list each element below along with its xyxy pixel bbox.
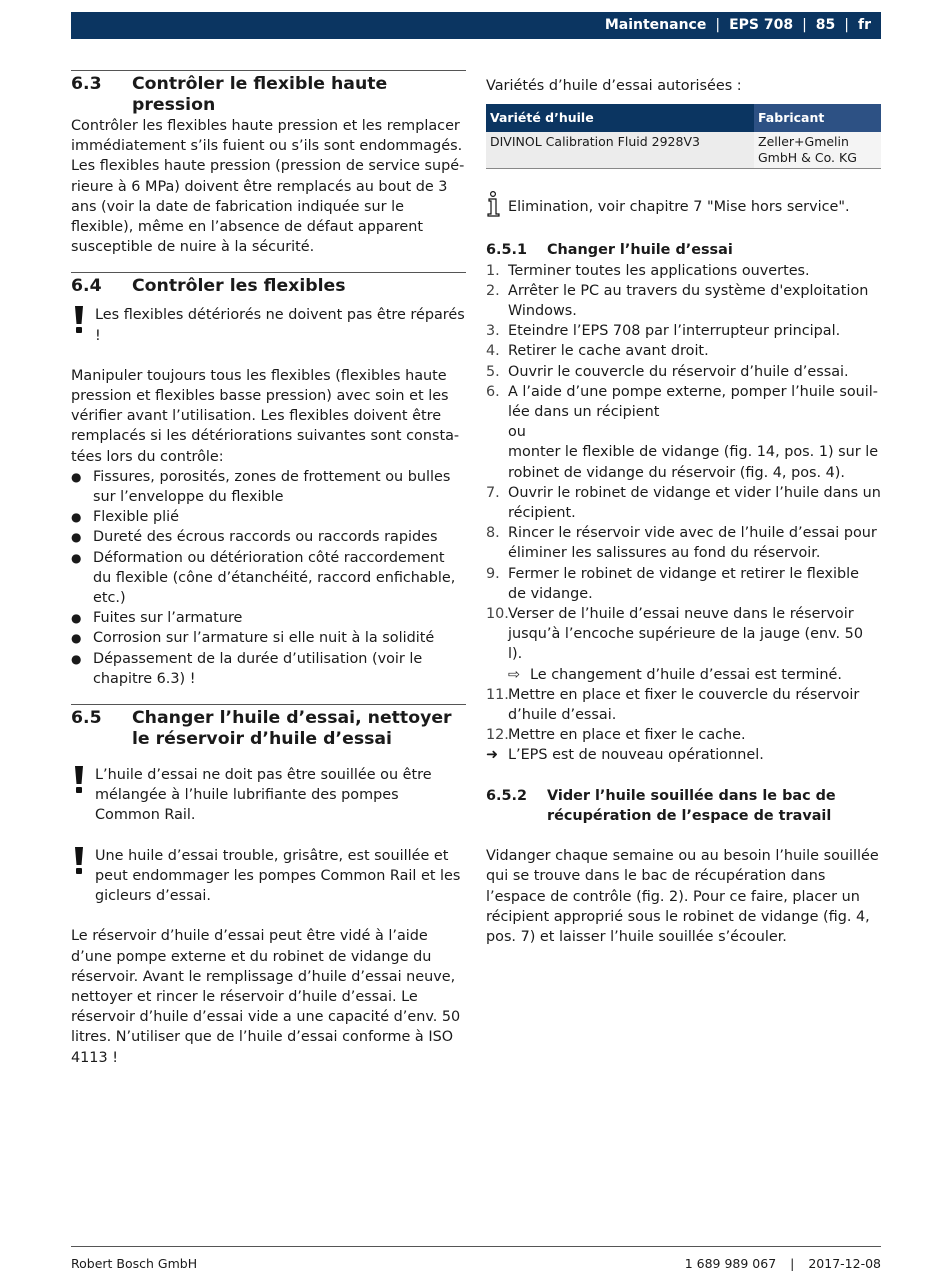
section-number: 6.5 — [71, 708, 102, 729]
subsection-body-6-5-2: Vidanger chaque semaine ou au besoin l’huile souillée qui se trouve dans le bac de récupération dans l’espace de contrôle (fig. 2). Pour ce faire, placer un récipient approprié sous le robinet de vidange (fig. 4, pos. 7) et laisser l’huile souillée s’écouler. — [486, 848, 879, 945]
bullet-icon: ● — [71, 550, 82, 565]
header-separator: | — [802, 17, 807, 33]
step-text: A l’aide d’une pompe externe, pomper l’huile souillée dans un récipient — [508, 383, 878, 421]
warning-exclamation-icon — [71, 305, 95, 334]
step-number: 9. — [486, 565, 500, 582]
list-item — [486, 523, 881, 563]
bullet-icon: ● — [71, 469, 82, 484]
warning-text: L’huile d’essai ne doit pas être souillée ou être mélangée à l’huile lubrifiante des pompes Common Rail. — [95, 767, 432, 824]
footer-doc-number: 1 689 989 067 — [684, 1256, 777, 1271]
step-number: 4. — [486, 343, 500, 360]
step-number: 1. — [486, 262, 500, 279]
step-text-block — [508, 382, 881, 483]
warning-note — [71, 765, 466, 826]
step-text: Ouvrir le couvercle du réservoir d’huile d’essai. — [508, 363, 849, 380]
bullet-icon: ● — [71, 631, 82, 646]
header-separator: | — [844, 17, 849, 33]
table-cell: DIVINOL Calibration Fluid 2928V3 — [486, 132, 754, 169]
step-text: Retirer le cache avant droit. — [508, 343, 709, 360]
list-item — [486, 321, 881, 341]
table-header-cell: Fabricant — [754, 104, 881, 132]
step-text: Mettre en place et fixer le couvercle du réservoir d’huile d’essai. — [508, 686, 860, 724]
list-item — [486, 685, 881, 725]
step-text: Mettre en place et fixer le cache. — [508, 727, 746, 744]
list-item-text: Flexible plié — [93, 509, 179, 526]
list-item — [486, 604, 881, 665]
list-item — [486, 362, 881, 382]
result-text: Le changement d’huile d’essai est terminé. — [530, 666, 842, 683]
oil-change-steps-continued — [486, 685, 881, 746]
list-item — [486, 725, 881, 745]
warning-text: Une huile d’essai trouble, grisâtre, est souillée et peut endommager les pompes Common Rail et les gicleurs d’essai. — [95, 847, 461, 905]
list-item — [486, 382, 881, 483]
damage-list — [71, 467, 466, 689]
step-text: Fermer le robinet de vidange et retirer le flexible de vidange. — [508, 565, 859, 602]
list-item-text: Fuites sur l’armature — [93, 610, 243, 627]
step-number: 3. — [486, 323, 500, 340]
info-icon — [486, 191, 508, 223]
subsection-heading: Changer l’huile d’essai — [547, 242, 733, 259]
step-text: ou — [508, 424, 526, 441]
subsection-heading: Vider l’huile souillée dans le bac de récupération de l’espace de travail — [547, 787, 836, 824]
step-number: 2. — [486, 282, 500, 299]
list-item-text: Dureté des écrous raccords ou raccords rapides — [93, 529, 438, 546]
list-item-text: Fissures, porosités, zones de frottement ou bulles sur l’enveloppe du flexible — [93, 468, 451, 506]
result-arrow-icon: ⇨ — [508, 666, 521, 683]
step-text: Ouvrir le robinet de vidange et vider l’huile dans un récipient. — [508, 484, 881, 522]
header-language: fr — [858, 17, 871, 33]
footer-company: Robert Bosch GmbH — [71, 1256, 198, 1271]
step-text: monter le flexible de vidange (fig. 14, pos. 1) sur le robinet de vidange du réservoir (fig. 4, pos. 4). — [508, 444, 879, 481]
step-text: Eteindre l’EPS 708 par l’interrupteur principal. — [508, 323, 841, 340]
varieties-intro: Variétés d’huile d’essai autorisées : — [486, 78, 742, 94]
list-item-text: Corrosion sur l’armature si elle nuit à la solidité — [93, 630, 435, 647]
right-column — [486, 70, 881, 947]
subsection-title-6-5-1 — [486, 240, 881, 260]
list-item — [486, 483, 881, 523]
list-item — [71, 527, 466, 547]
table-row — [486, 132, 881, 169]
footer-separator: | — [790, 1256, 795, 1271]
step-text: Terminer toutes les applications ouvertes. — [508, 262, 810, 279]
step-text: Verser de l’huile d’essai neuve dans le réservoir jusqu’à l’encoche supérieure de la jauge (env. 50 l). — [508, 606, 863, 663]
bullet-icon: ● — [71, 510, 82, 525]
list-item — [486, 564, 881, 604]
section-body-6-3: Contrôler les flexibles haute pression et les remplacer immédiatement s’ils fuient ou s’ils sont endommagés. Les flexibles haute pression (pression de service supérieure à 6 MPa) doivent être remplacés au bout de 3 ans (voir la date de fabrication indiquée sur le flexible), même en l’absence de défaut apparent susceptible de nuire à la sécurité. — [71, 118, 465, 256]
section-title-6-5 — [71, 704, 466, 750]
subsection-number: 6.5.1 — [486, 242, 527, 259]
oil-variety-table — [486, 104, 881, 169]
section-title-6-3 — [71, 70, 466, 116]
section-heading: Contrôler le flexible haute pression — [132, 74, 388, 115]
list-item — [486, 261, 881, 281]
final-result — [486, 745, 881, 765]
table-header-row — [486, 104, 881, 132]
list-item — [71, 548, 466, 609]
header-section: Maintenance — [604, 17, 707, 33]
subsection-title-6-5-2 — [486, 786, 881, 826]
section-heading: Contrôler les flexibles — [132, 276, 346, 297]
header-product: EPS 708 — [729, 17, 794, 33]
section-title-6-4 — [71, 272, 466, 297]
warning-text: Les flexibles détériorés ne doivent pas être réparés ! — [95, 307, 465, 344]
page-header — [71, 12, 881, 39]
step-number: 6. — [486, 383, 500, 400]
warning-note — [71, 305, 466, 345]
footer-meta — [685, 1254, 881, 1274]
subsection-number: 6.5.2 — [486, 787, 527, 804]
bullet-icon: ● — [71, 530, 82, 545]
bullet-icon: ● — [71, 611, 82, 626]
list-item — [486, 341, 881, 361]
table-cell: Zeller+Gmelin GmbH & Co. KG — [754, 132, 881, 169]
final-result-text: L’EPS est de nouveau opérationnel. — [508, 747, 764, 764]
footer-divider — [71, 1246, 881, 1247]
list-item — [486, 281, 881, 321]
header-page-number: 85 — [815, 17, 836, 33]
warning-exclamation-icon — [71, 846, 95, 875]
info-text: Elimination, voir chapitre 7 "Mise hors service". — [508, 199, 850, 216]
list-item — [71, 467, 466, 507]
step-number: 5. — [486, 363, 500, 380]
step-result — [486, 665, 881, 685]
list-item — [71, 608, 466, 628]
step-number: 8. — [486, 525, 500, 542]
section-heading: Changer l’huile d’essai, nettoyer le réservoir d’huile d’essai — [132, 708, 452, 750]
list-item — [71, 628, 466, 648]
step-text: Rincer le réservoir vide avec de l’huile d’essai pour éliminer les salissures au fond du réservoir. — [508, 525, 877, 562]
list-item — [71, 507, 466, 527]
bullet-icon: ● — [71, 651, 82, 666]
section-body-6-5: Le réservoir d’huile d’essai peut être vidé à l’aide d’une pompe externe et du robinet de vidange du réservoir. Avant le remplissage d’huile d’essai neuve, nettoyer et rincer le réservoir d’huile d’essai. Le réservoir d’huile d’essai vide a une capacité d’env. 50 litres. N’utiliser que de l’huile d’essai conforme à ISO 4113 ! — [71, 928, 461, 1066]
section-number: 6.4 — [71, 276, 102, 297]
left-column — [71, 70, 466, 1068]
step-number: 12. — [486, 727, 509, 744]
oil-change-steps — [486, 261, 881, 665]
step-number: 7. — [486, 484, 500, 501]
header-separator: | — [715, 17, 721, 33]
warning-note — [71, 846, 466, 907]
section-body-6-4: Manipuler toujours tous les flexibles (flexibles haute pression et flexibles basse pression) avec soin et les vérifier avant l’utilisation. Les flexibles doivent être remplacés si les détériorations suivantes sont constatées lors du contrôle: — [71, 367, 460, 465]
step-text: Arrêter le PC au travers du système d'exploitation Windows. — [508, 282, 869, 320]
section-number: 6.3 — [71, 74, 102, 94]
footer-date: 2017-12-08 — [808, 1256, 881, 1271]
list-item — [71, 649, 466, 689]
info-note — [486, 191, 881, 223]
final-arrow-icon: ➜ — [486, 747, 499, 764]
table-header-cell: Variété d’huile — [486, 104, 754, 132]
step-number: 11. — [486, 686, 509, 703]
warning-exclamation-icon — [71, 765, 95, 794]
list-item-text: Déformation ou détérioration côté raccordement du flexible (cône d’étanchéité, raccord enfichable, etc.) — [93, 549, 456, 607]
step-number: 10. — [486, 606, 509, 623]
list-item-text: Dépassement de la durée d’utilisation (voir le chapitre 6.3) ! — [93, 650, 423, 687]
